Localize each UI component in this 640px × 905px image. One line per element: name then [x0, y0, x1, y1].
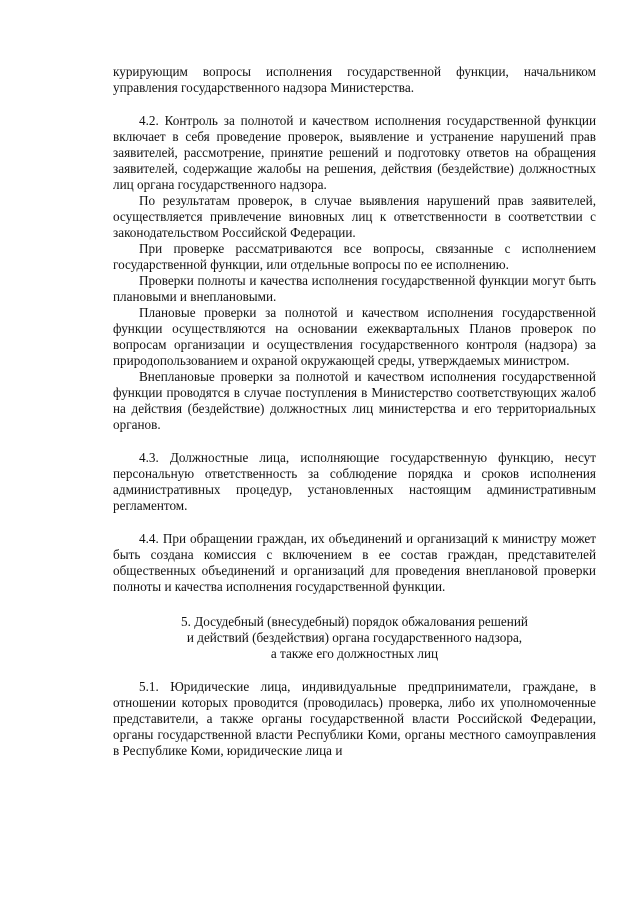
paragraph-5-1: 5.1. Юридические лица, индивидуальные предприниматели, граждане, в отношении которых проводится (проводилась) проверка, либо их уполномоченные представители, а также органы государственной власти Российской Федерации, органы государственной власти Республики Коми, органы местного самоуправления в Республике Коми, юридические лица и	[113, 679, 596, 758]
paragraph-planned-checks: Плановые проверки за полнотой и качеством исполнения государственной функции осуществляются на основании ежеквартальных Планов проверок по вопросам организации и осуществления государственного контроля (надзора) за природопользованием и охраной окружающей среды, утверждаемых министром.	[113, 305, 596, 368]
paragraph-check-types: Проверки полноты и качества исполнения государственной функции могут быть плановыми и внеплановыми.	[113, 273, 596, 304]
section-5-heading-line-1: 5. Досудебный (внесудебный) порядок обжалования решений	[181, 614, 528, 629]
section-5-heading	[113, 614, 596, 662]
paragraph-check-results: По результатам проверок, в случае выявления нарушений прав заявителей, осуществляется привлечение виновных лиц к ответственности в соответствии с законодательством Российской Федерации.	[113, 193, 596, 240]
paragraph-check-questions: При проверке рассматриваются все вопросы, связанные с исполнением государственной функции, или отдельные вопросы по ее исполнению.	[113, 241, 596, 272]
paragraph-4-4: 4.4. При обращении граждан, их объединений и организаций к министру может быть создана комиссия с включением в ее состав граждан, представителей общественных объединений и организаций для проведения внеплановой проверки полноты и качества исполнения государственной функции.	[113, 531, 596, 594]
paragraph-4-2: 4.2. Контроль за полнотой и качеством исполнения государственной функции включает в себя проведение проверок, выявление и устранение нарушений прав заявителей, рассмотрение, принятие решений и подготовку ответов на обращения заявителей, содержащие жалобы на решения, действия (бездействие) должностных лиц органа государственного надзора.	[113, 113, 596, 192]
section-5-heading-line-2: и действий (бездействия) органа государственного надзора,	[186, 630, 523, 645]
section-5-heading-line-3: а также его должностных лиц	[270, 646, 439, 661]
paragraph-continuation: курирующим вопросы исполнения государственной функции, начальником управления государственного надзора Министерства.	[113, 64, 596, 95]
paragraph-unplanned-checks: Внеплановые проверки за полнотой и качеством исполнения государственной функции проводятся в случае поступления в Министерство соответствующих жалоб на действия (бездействие) должностных лиц министерства и его территориальных органов.	[113, 369, 596, 432]
paragraph-4-3: 4.3. Должностные лица, исполняющие государственную функцию, несут персональную ответственность за соблюдение порядка и сроков исполнения административных процедур, установленных настоящим административным регламентом.	[113, 450, 596, 513]
